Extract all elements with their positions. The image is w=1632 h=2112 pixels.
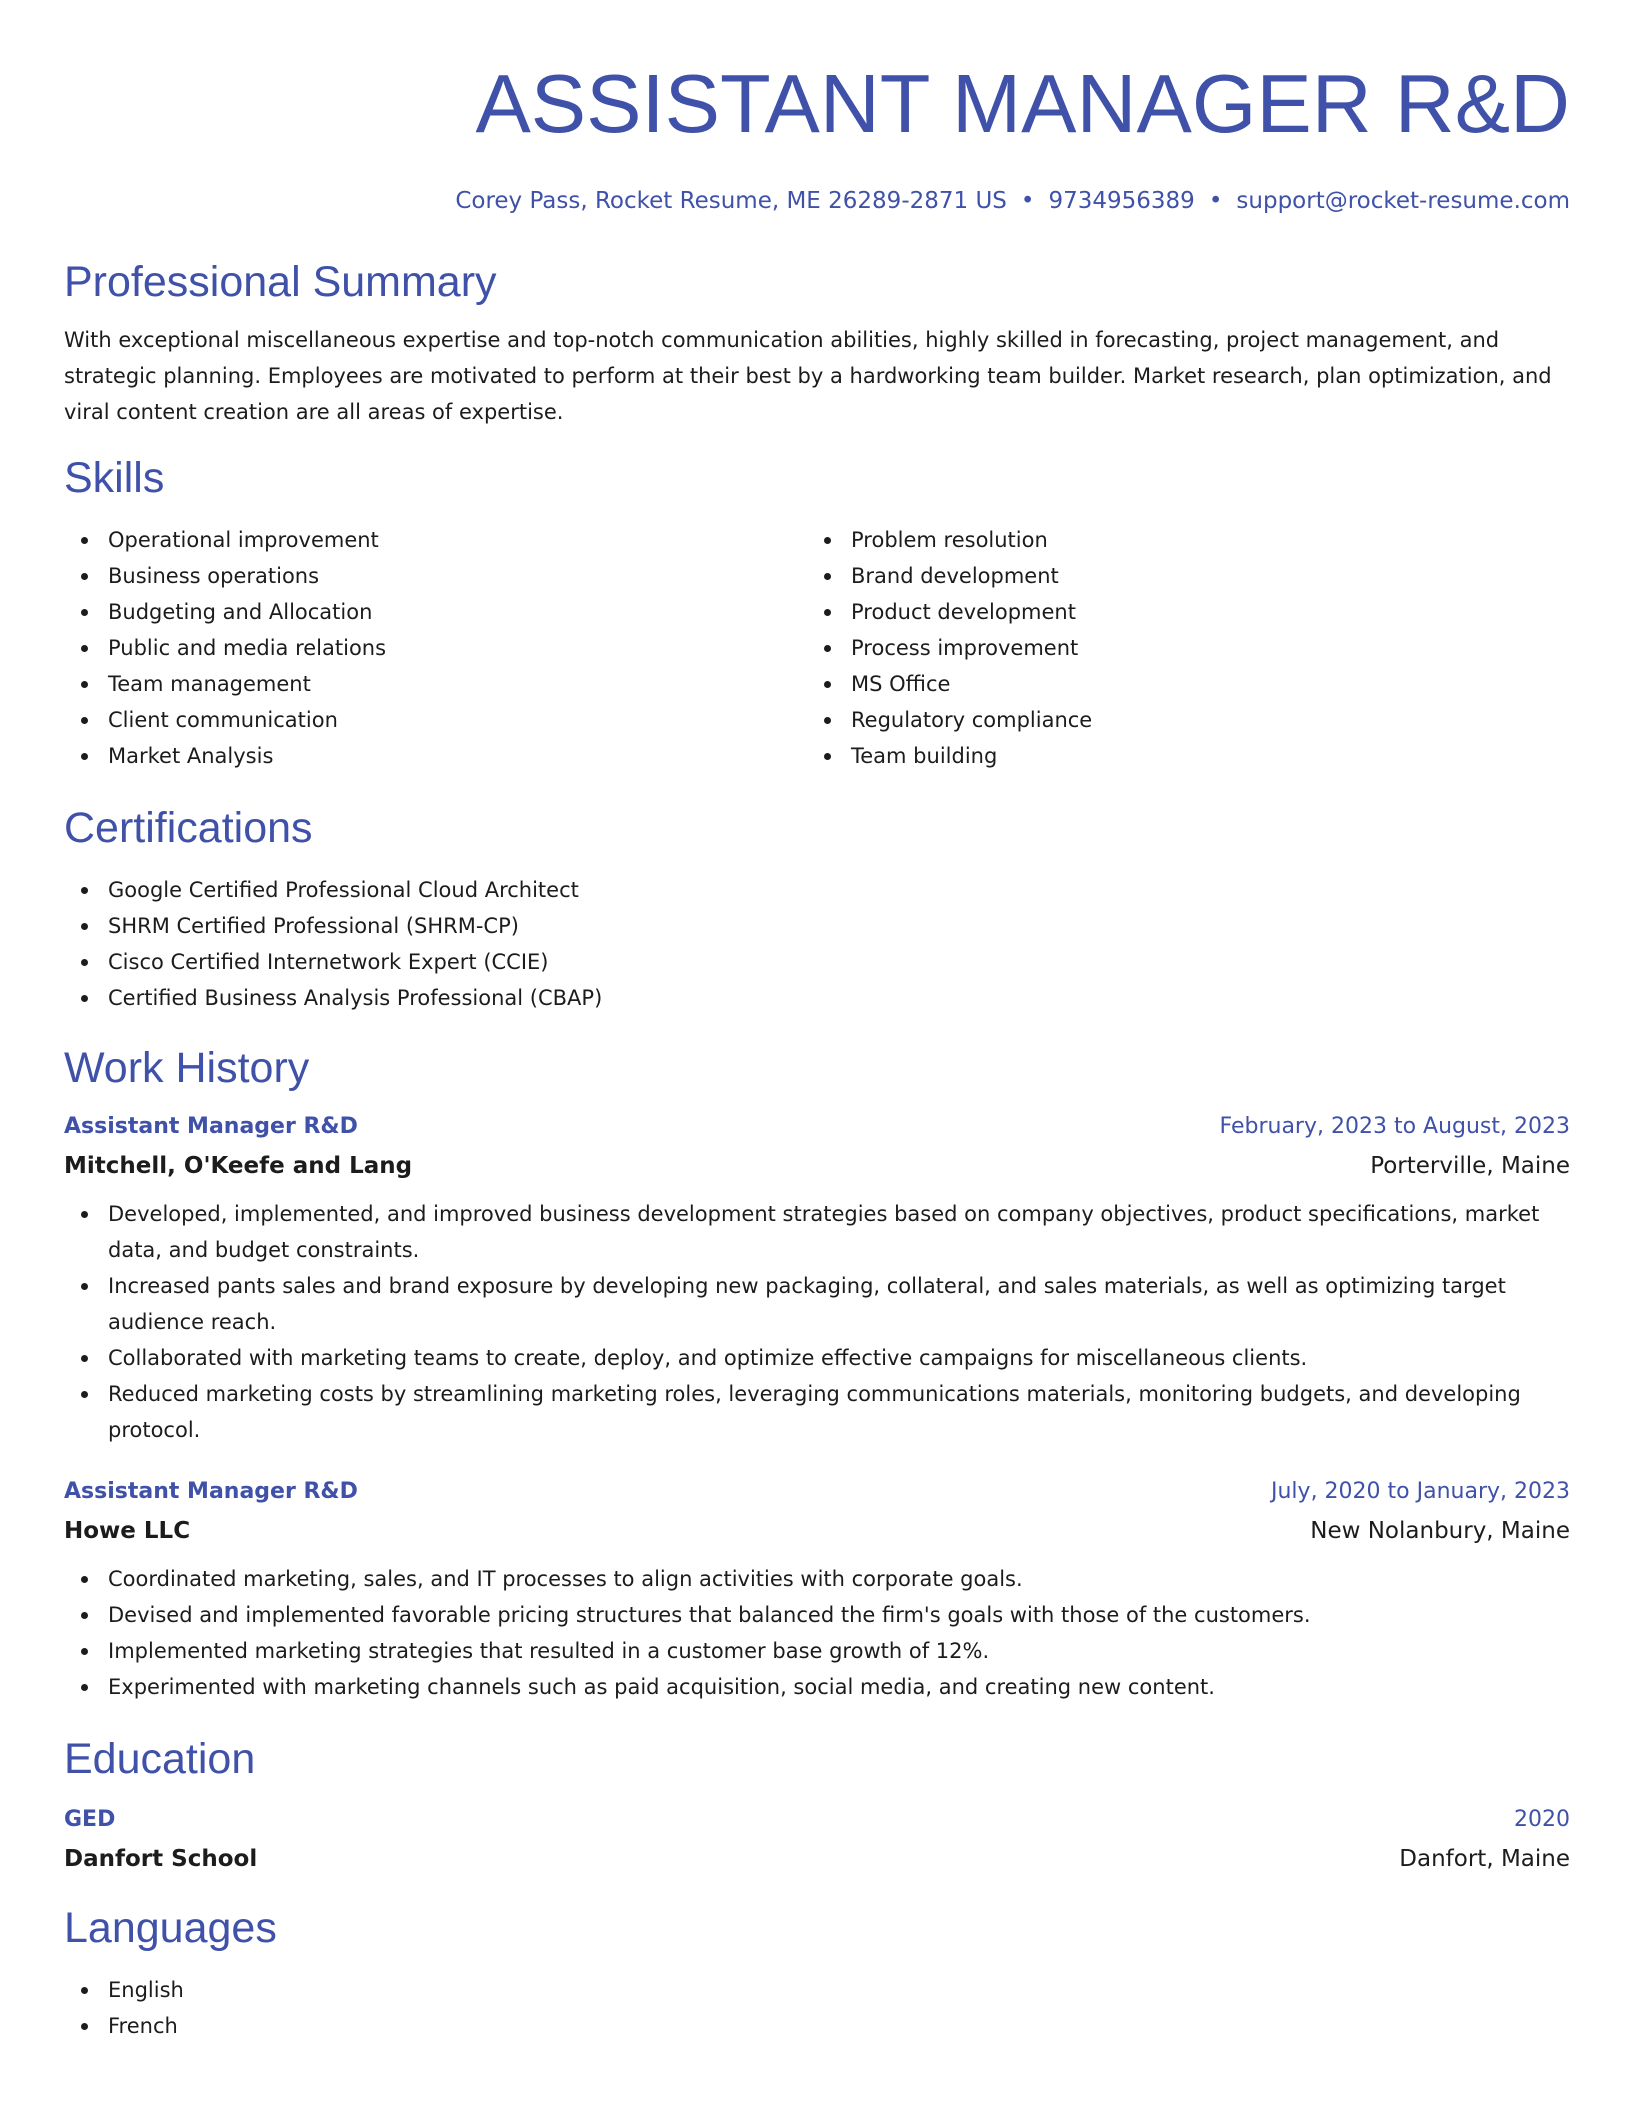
job-company: Howe LLC [64, 1518, 191, 1544]
job-bullet: Implemented marketing strategies that resulted in a customer base growth of 12%. [64, 1633, 1570, 1669]
resume-title: ASSISTANT MANAGER R&D [475, 57, 1570, 150]
skill-item: Budgeting and Allocation [64, 594, 807, 630]
job-title: Assistant Manager R&D [64, 1114, 358, 1139]
certification-item: SHRM Certified Professional (SHRM-CP) [64, 908, 1570, 944]
skills-heading: Skills [64, 454, 165, 502]
skill-item: Team management [64, 666, 807, 702]
languages-list [64, 1972, 1570, 2044]
skill-item: Operational improvement [64, 522, 807, 558]
resume-page [64, 0, 1570, 2044]
summary-text: With exceptional miscellaneous expertise and top-notch communication abilities, highly skilled in forecasting, project management, and strategic planning. Employees are motivated to perform at their best by a hardworking team builder. Market research, plan optimization, and viral content creation are all areas of expertise. [64, 328, 1552, 424]
skill-item: Team building [807, 738, 1550, 774]
contact-email: support@rocket-resume.com [1236, 188, 1570, 214]
job-bullet: Increased pants sales and brand exposure by developing new packaging, collateral, and sales materials, as well as optimizing target audience reach. [64, 1268, 1570, 1340]
job-location: Porterville, Maine [1370, 1153, 1570, 1179]
contact-line [64, 186, 1570, 216]
certifications-section [64, 802, 1570, 1016]
work-history-heading: Work History [64, 1044, 310, 1092]
skill-item: MS Office [807, 666, 1550, 702]
summary-section [64, 256, 1570, 430]
education-section [64, 1733, 1570, 1874]
education-heading: Education [64, 1735, 256, 1783]
job-bullet: Collaborated with marketing teams to create, deploy, and optimize effective campaigns for miscellaneous clients. [64, 1340, 1570, 1376]
job-bullet: Coordinated marketing, sales, and IT processes to align activities with corporate goals. [64, 1561, 1570, 1597]
job-header [64, 1477, 1570, 1507]
job-title: Assistant Manager R&D [64, 1479, 358, 1504]
skills-right-column [807, 522, 1550, 774]
skill-item: Business operations [64, 558, 807, 594]
certifications-list [64, 872, 1570, 1016]
contact-separator: • [1020, 188, 1035, 214]
education-degree: GED [64, 1807, 116, 1832]
languages-heading: Languages [64, 1904, 277, 1952]
contact-address: Corey Pass, Rocket Resume, ME 26289-2871 US [455, 188, 1007, 214]
skills-left-column [64, 522, 807, 774]
contact-phone: 9734956389 [1048, 188, 1195, 214]
contact-separator: • [1208, 188, 1223, 214]
summary-heading: Professional Summary [64, 258, 497, 306]
job-entry [64, 1477, 1570, 1705]
job-subheader [64, 1516, 1570, 1546]
skill-item: Public and media relations [64, 630, 807, 666]
job-header [64, 1112, 1570, 1142]
job-bullet: Experimented with marketing channels such as paid acquisition, social media, and creating new content. [64, 1669, 1570, 1705]
language-item: English [64, 1972, 1570, 2008]
education-school: Danfort School [64, 1846, 258, 1872]
job-bullet: Devised and implemented favorable pricing structures that balanced the firm's goals with those of the customers. [64, 1597, 1570, 1633]
work-history-section [64, 1042, 1570, 1705]
education-header [64, 1805, 1570, 1835]
skills-section [64, 452, 1570, 774]
job-subheader [64, 1151, 1570, 1181]
certification-item: Cisco Certified Internetwork Expert (CCIE) [64, 944, 1570, 980]
skill-item: Product development [807, 594, 1550, 630]
skill-item: Client communication [64, 702, 807, 738]
languages-section [64, 1902, 1570, 2044]
job-entry [64, 1112, 1570, 1448]
skill-item: Process improvement [807, 630, 1550, 666]
certifications-heading: Certifications [64, 804, 313, 852]
job-bullet: Reduced marketing costs by streamlining marketing roles, leveraging communications materials, monitoring budgets, and developing protocol. [64, 1376, 1570, 1448]
certification-item: Google Certified Professional Cloud Architect [64, 872, 1570, 908]
job-location: New Nolanbury, Maine [1310, 1518, 1570, 1544]
certification-item: Certified Business Analysis Professional (CBAP) [64, 980, 1570, 1016]
language-item: French [64, 2008, 1570, 2044]
job-dates: February, 2023 to August, 2023 [1219, 1114, 1570, 1139]
skill-item: Brand development [807, 558, 1550, 594]
education-subheader [64, 1844, 1570, 1874]
skill-item: Market Analysis [64, 738, 807, 774]
job-bullets [64, 1561, 1570, 1705]
job-company: Mitchell, O'Keefe and Lang [64, 1153, 413, 1179]
skill-item: Regulatory compliance [807, 702, 1550, 738]
skills-grid [64, 522, 1570, 774]
job-bullet: Developed, implemented, and improved business development strategies based on company objectives, product specifications, market data, and budget constraints. [64, 1196, 1570, 1268]
skill-item: Problem resolution [807, 522, 1550, 558]
education-year: 2020 [1514, 1807, 1570, 1832]
job-dates: July, 2020 to January, 2023 [1271, 1479, 1570, 1504]
education-location: Danfort, Maine [1399, 1846, 1570, 1872]
job-bullets [64, 1196, 1570, 1448]
